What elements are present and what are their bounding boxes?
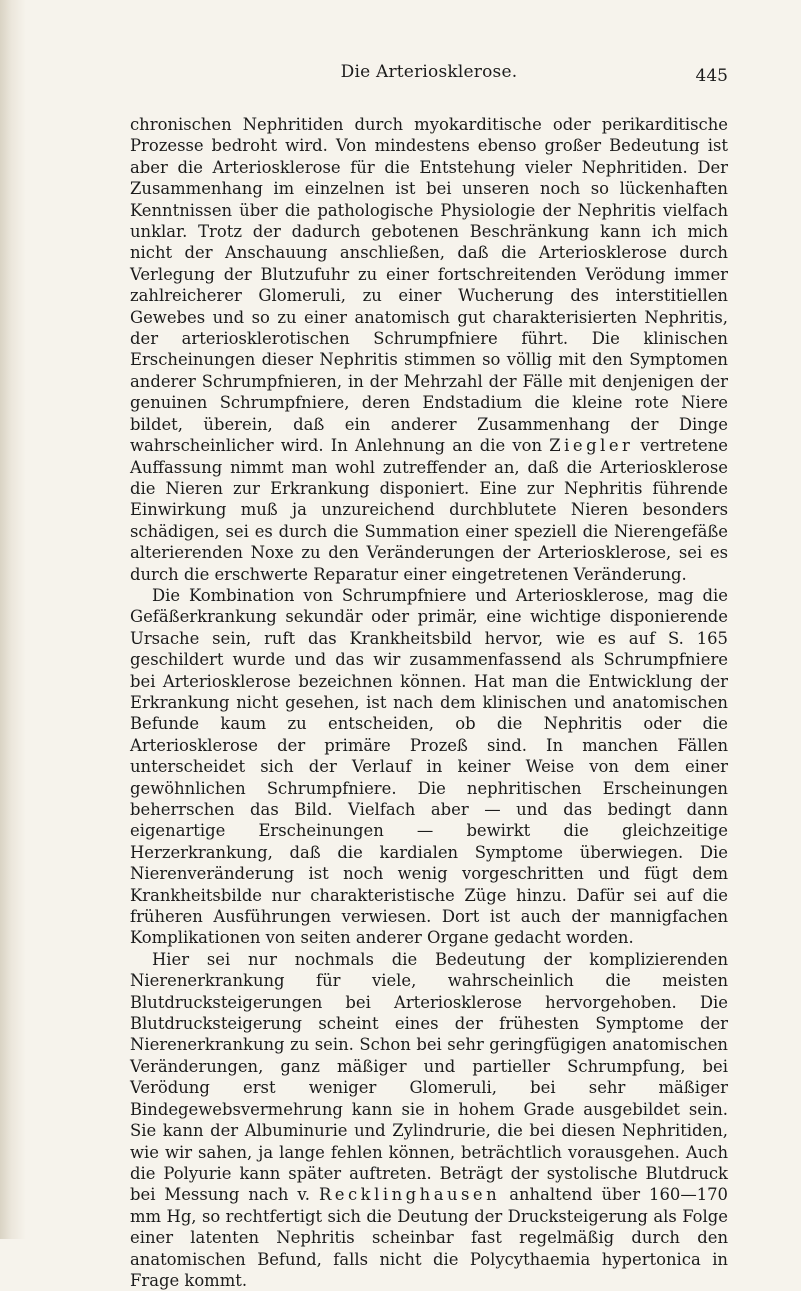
page-number: 445 <box>695 66 728 86</box>
paragraph-2-text: Die Kombination von Schrumpfniere und Arteriosklerose, mag die Gefäßerkrankung sekundär oder primär, eine wichtige disponierende Ursache sein, ruft das Krankheitsbild hervor, wie es auf S. 165 geschildert wurde und das wir zusammenfassend als Schrumpfniere bei Arteriosklerose bezeichnen können. Hat man die Entwicklung der Erkrankung nicht gesehen, ist nach dem klinischen und anatomischen Befunde kaum zu entscheiden, ob die Nephritis oder die Arteriosklerose der primäre Prozeß sind. In manchen Fällen unterscheidet sich der Verlauf in keiner Weise von dem einer gewöhnlichen Schrumpfniere. Die nephritischen Erscheinungen beherrschen das Bild. Vielfach aber — und das bedingt dann eigenartige Erscheinungen — bewirkt die gleichzeitige Herzerkrankung, daß die kardialen Symptome überwiegen. Die Nierenveränderung ist noch wenig vorgeschritten und fügt dem Krankheitsbilde nur charakteristische Züge hinzu. Dafür sei auf die früheren Ausführungen verwiesen. Dort ist auch der mannigfachen Komplikationen von seiten anderer Organe gedacht worden. <box>130 585 728 948</box>
paragraph-1-text-a: chronischen Nephritiden durch myokarditische oder perikarditische Prozesse bedroht wird. Von mindestens ebenso großer Bedeutung ist aber die Arteriosklerose für die Entstehung vieler Nephritiden. Der Zusammenhang im einzelnen ist bei unseren noch so lückenhaften Kenntnissen über die pathologische Physiologie der Nephritis vielfach unklar. Trotz der dadurch gebotenen Beschränkung kann ich mich nicht der Anschauung anschließen, daß die Arteriosklerose durch Verlegung der Blutzufuhr zu einer fortschreitenden Verödung immer zahlreicherer Glomeruli, zu einer Wucherung des interstitiellen Gewebes und so zu einer anatomisch gut charakterisierten Nephritis, der arteriosklerotischen Schrumpfniere führt. Die klinischen Erscheinungen dieser Nephritis stimmen so völlig mit den Symptomen anderer Schrumpfnieren, in der Mehrzahl der Fälle mit denjenigen der genuinen Schrumpfniere, deren Endstadium die kleine rote Niere bildet, überein, daß ein anderer Zusammenhang der Dinge wahrscheinlicher wird. In Anlehnung an die von <box>130 115 728 456</box>
paragraph-3 <box>130 949 728 1291</box>
author-name-recklinghausen: Recklinghausen <box>318 1185 501 1205</box>
page-header <box>130 62 728 92</box>
running-title: Die Arteriosklerose. <box>340 62 518 82</box>
paragraph-3-text-b: anhaltend über 160—170 mm Hg, so rechtfertigt sich die Deutung der Drucksteigerung als Folge einer latenten Nephritis scheinbar fast regelmäßig durch den anatomischen Befund, falls nicht die Polycythaemia hypertonica in Frage kommt. <box>130 1185 728 1290</box>
paragraph-1-text-b: vertretene Auffassung nimmt man wohl zutreffender an, daß die Arteriosklerose die Nieren zur Erkrankung disponiert. Eine zur Nephritis führende Einwirkung muß ja unzureichend durchblutete Nieren besonders schädigen, sei es durch die Summation einer speziell die Nierengefäße alterierenden Noxe zu den Veränderungen der Arteriosklerose, sei es durch die erschwerte Reparatur einer eingetretenen Veränderung. <box>130 436 729 584</box>
author-name-ziegler: Ziegler <box>549 436 634 456</box>
body-text <box>130 114 728 1291</box>
paragraph-1 <box>130 114 728 585</box>
binding-shadow <box>0 0 26 1239</box>
paragraph-3-text-a: Hier sei nur nochmals die Bedeutung der komplizierenden Nierenerkrankung für viele, wahrscheinlich die meisten Blutdrucksteigerungen bei Arteriosklerose hervorgehoben. Die Blutdrucksteigerung scheint eines der frühesten Symptome der Nierenerkrankung zu sein. Schon bei sehr geringfügigen anatomischen Veränderungen, ganz mäßiger und partieller Schrumpfung, bei Verödung erst weniger Glomeruli, bei sehr mäßiger Bindegewebsvermehrung kann sie in hohem Grade ausgebildet sein. Sie kann der Albuminurie und Zylindrurie, die bei diesen Nephritiden, wie wir sahen, ja lange fehlen können, beträchtlich vorausgehen. Auch die Polyurie kann später auftreten. Beträgt der systolische Blutdruck bei Messung nach v. <box>130 949 728 1205</box>
paragraph-2 <box>130 585 728 949</box>
